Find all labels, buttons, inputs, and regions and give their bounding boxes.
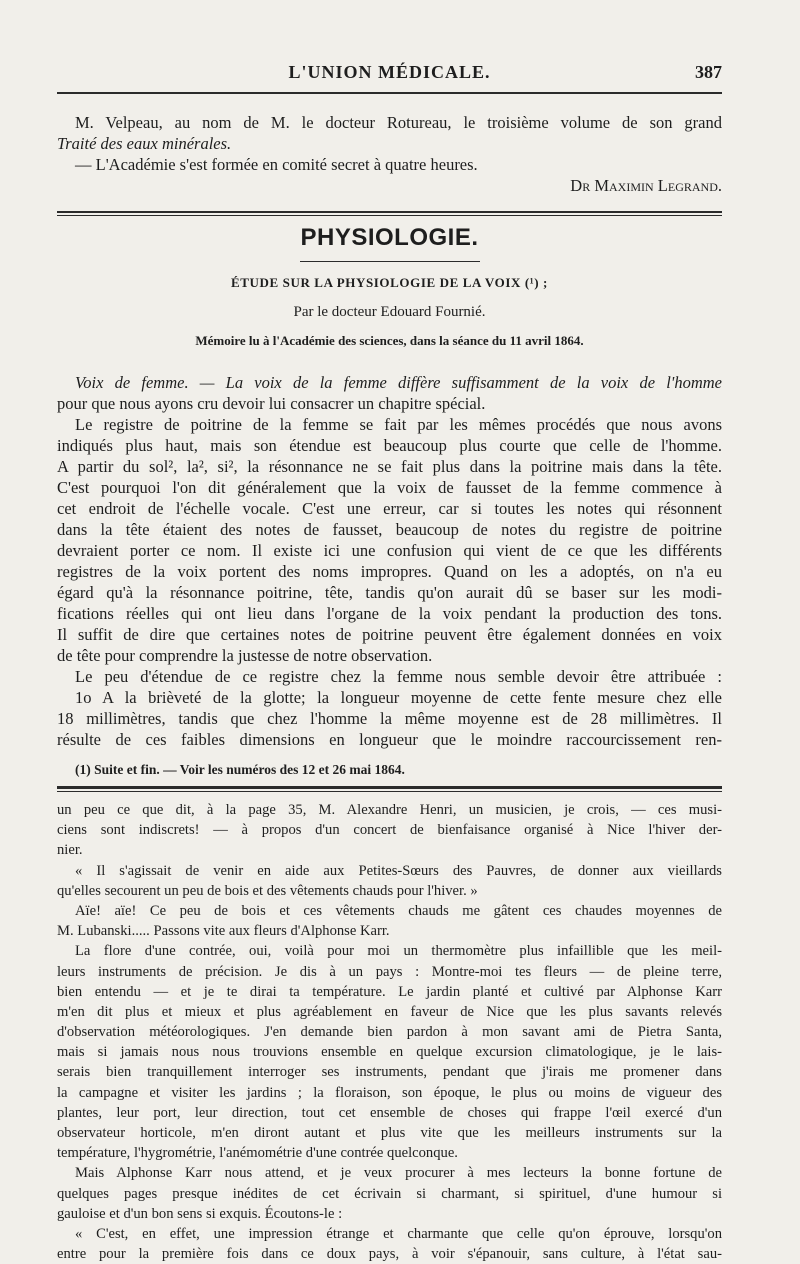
article-title: ÉTUDE SUR LA PHYSIOLOGIE DE LA VOIX (¹) ; — [231, 275, 548, 290]
text-line: M. Velpeau, au nom de M. le docteur Rotureau, le troisième volume de son grand — [75, 113, 722, 132]
text-line: Mais Alphonse Karr nous attend, et je veux procurer à mes lecteurs la bonne fortune de — [75, 1165, 722, 1182]
text-line: gauloise et d'un bon sens si exquis. Écoutons-le : — [57, 1205, 343, 1222]
text-line: bien entendu — et je te dirai ta température. Le jardin planté et cultivé par Alphonse Karr — [57, 983, 722, 1000]
signature: Dr Maximin Legrand. — [570, 176, 722, 195]
text-line: observateur horticole, m'en diront autant et plus vite que les meilleurs instruments sur la — [57, 1125, 722, 1141]
text-line: M. Lubanski..... Passons vite aux fleurs d'Alphonse Karr. — [57, 923, 390, 940]
text-line: indiqués plus haut, mais son étendue est beaucoup plus courte que celle de l'homme. — [57, 436, 722, 455]
text-line — [57, 372, 722, 393]
text-line: égard qu'à la résonnance poitrine, tête, tandis qu'on aurait dû se baser sur les modi- — [57, 583, 722, 602]
page-number: 387 — [695, 62, 722, 82]
text-line: pour que nous ayons cru devoir lui consacrer un chapitre spécial. — [57, 394, 486, 413]
text-line: m'en dit plus et mieux et plus agréablement en faveur de Nice que les plus savants relevés — [57, 1003, 722, 1020]
text-line: quelques pages presque inédites de cet écrivain si charmant, si spirituel, d'une humour si — [57, 1185, 722, 1202]
article-subtitle: Mémoire lu à l'Académie des sciences, dans la séance du 11 avril 1864. — [195, 333, 584, 348]
subsection-heading: Voix de femme. — La voix de la femme diffère suffisamment de la voix de l'homme — [75, 373, 722, 392]
text-line: fications réelles qui ont lieu dans l'organe de la voix pendant la production des tons. — [57, 604, 722, 623]
feuilleton-body — [57, 800, 722, 1264]
text-line: résulte de ces faibles dimensions en longueur que le moindre raccourcissement ren- — [57, 730, 722, 749]
footnote: (1) Suite et fin. — Voir les numéros des 12 et 26 mai 1864. — [75, 762, 405, 777]
article-body — [57, 372, 722, 750]
section-title: PHYSIOLOGIE. — [300, 224, 479, 251]
text-line: 18 millimètres, tandis que chez l'homme la même moyenne est de 28 millimètres. Il — [57, 709, 722, 728]
section-rule-top — [57, 211, 722, 213]
text-line: Il suffit de dire que certaines notes de poitrine peuvent être également données en voix — [57, 625, 722, 644]
text-line: d'observation météorologiques. J'en demande bien pardon à mon savant ami de Pietra Santa, — [57, 1024, 722, 1041]
text-line: C'est pourquoi l'on dit généralement que la voix de fausset de la femme commence à — [57, 478, 722, 497]
running-head — [57, 58, 722, 88]
text-line: Aïe! aïe! Ce peu de bois et ces vêtements chauds me gâtent ces chaudes moyennes de — [75, 902, 722, 919]
text-line: Traité des eaux minérales. — [57, 134, 232, 153]
text-line: qu'elles secourent un peu de bois et des vêtements chauds pour l'hiver. » — [57, 882, 478, 899]
feuilleton-rule-thin — [57, 791, 722, 792]
text-line: devraient porter ce nom. Il existe ici une confusion qui vient de ce que les différents — [57, 541, 722, 560]
text-line: de tête pour comprendre la justesse de notre observation. — [57, 646, 433, 665]
text-line: ciens sont indiscrets! — à propos d'un concert de bienfaisance organisé à Nice l'hiver der- — [57, 822, 722, 839]
text-line: Le registre de poitrine de la femme se fait par les mêmes procédés que nous avons — [75, 415, 722, 434]
running-title: L'UNION MÉDICALE. — [288, 62, 491, 82]
section-rule-top-thin — [57, 215, 722, 216]
text-line: 1o A la brièveté de la glotte; la longueur moyenne de cette fente mesure chez elle — [75, 688, 722, 707]
text-line: entre pour la première fois dans ce doux pays, à voir s'épanouir, sans culture, à l'état sau- — [57, 1246, 722, 1263]
feuilleton-rule — [57, 786, 722, 789]
text-line: « Il s'agissait de venir en aide aux Petites-Sœurs des Pauvres, de donner aux vieillards — [75, 862, 722, 879]
text-line: registres de la voix portent des noms impropres. Quand on les a adoptés, on n'a eu — [57, 562, 722, 581]
text-line: la campagne et visiter les jardins ; la floraison, son époque, le plus ou moins de vigueur des — [57, 1084, 722, 1101]
text-line: cet endroit de l'échelle vocale. C'est une erreur, car si toutes les notes qui résonnent — [57, 499, 722, 518]
header-rule — [57, 92, 722, 94]
byline: Par le docteur Edouard Fournié. — [293, 304, 486, 320]
text-line: La flore d'une contrée, oui, voilà pour moi un thermomètre plus infaillible que les meil- — [75, 943, 722, 960]
text-line: plantes, leur port, leur direction, tout cet ensemble de choses qui frappe l'œil exercé d'un — [57, 1104, 722, 1121]
text-line: « C'est, en effet, une impression étrange et charmante que celle qu'on éprouve, lorsqu'on — [75, 1225, 722, 1242]
section-title-underline — [300, 261, 480, 262]
text-line: un peu ce que dit, à la page 35, M. Alexandre Henri, un musicien, je crois, — ces musi- — [57, 802, 722, 818]
text-line: dans la tête étaient des notes de fausset, beaucoup de notes du registre de poitrine — [57, 520, 722, 539]
text-line: température, l'hygrométrie, l'anémométrie d'une contrée quelconque. — [57, 1145, 458, 1162]
top-block — [57, 112, 722, 196]
text-line: Le peu d'étendue de ce registre chez la femme nous semble devoir être attribuée : — [75, 667, 722, 686]
text-line: A partir du sol², la², si², la résonnance ne se fait plus dans la poitrine mais dans la tête. — [57, 457, 722, 476]
text-line: nier. — [57, 842, 83, 859]
text-line: mais si jamais nous nous trouvions ensemble en quelque excursion climatologique, je le lais- — [57, 1044, 722, 1061]
text-line: leurs instruments de précision. Je dis à un pays : Montre-moi tes fleurs — de pleine terre, — [57, 963, 722, 980]
text-line: — L'Académie s'est formée en comité secret à quatre heures. — [75, 155, 478, 174]
text-line: serais bien tranquillement interroger ses instruments, pendant que j'irais me promener dans — [57, 1064, 722, 1081]
